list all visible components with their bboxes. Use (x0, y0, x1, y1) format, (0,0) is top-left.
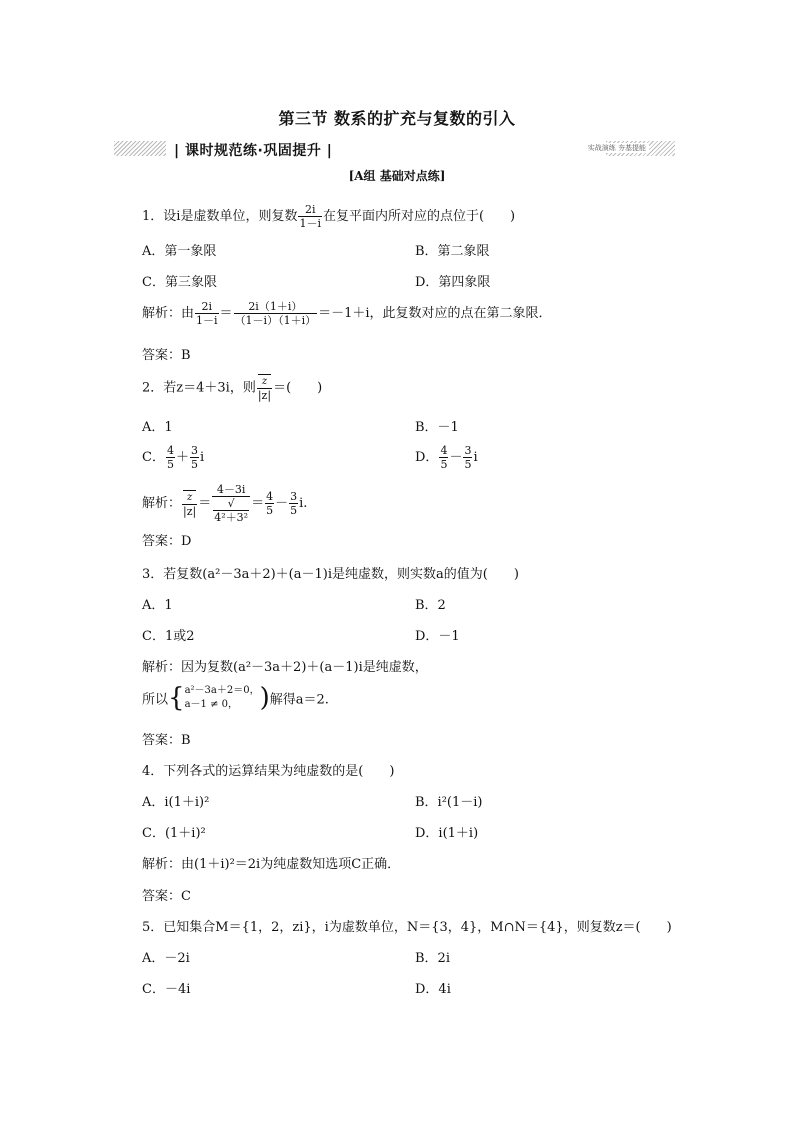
answer: 答案：C (142, 889, 191, 904)
question-2-stem: 2．若z＝4＋3i，则 $\frac{z}{|z|}$ ＝( ) (142, 376, 323, 402)
option-a: A．1 (142, 598, 173, 613)
option-c: C．－4i (142, 982, 191, 997)
question-5-stem: 5．已知集合M＝{1，2，zi}，i为虚数单位，N＝{3，4}，M∩N＝{4}，则复数z＝( ) (142, 920, 672, 935)
question-3-stem: 3．若复数(a²－3a＋2)＋(a－1)i是纯虚数，则实数a的值为( ) (142, 567, 519, 582)
option-d: D．4i (415, 982, 451, 997)
solution-system: 所以{ a²－3a＋2＝0， a－1 ≠ 0， )解得a＝2. (142, 683, 329, 713)
question-1-stem: 1．设i是虚数单位，则复数 $\frac{2i}{1-i}$ 在复平面内所对应的点位于( ) (142, 203, 516, 230)
solution: 解析：由(1＋i)²＝2i为纯虚数知选项C正确． (142, 857, 401, 872)
section-tag: 实战演练 夯基提能 (585, 143, 649, 153)
group-label: [A组 基础对点练] (348, 169, 446, 183)
option-b: B．第二象限 (415, 244, 490, 259)
section-banner: | 课时规范练·巩固提升 | 实战演练 夯基提能 (114, 141, 675, 156)
option-d: D．第四象限 (415, 275, 491, 290)
option-b: B．2 (415, 598, 446, 613)
option-c: C． $\frac{4}{5}$ ＋ $\frac{3}{5}$ i (142, 444, 205, 471)
option-b: B．i²(1－i) (415, 795, 483, 810)
option-d: D．－1 (415, 629, 460, 644)
question-4-stem: 4．下列各式的运算结果为纯虚数的是( ) (142, 764, 395, 779)
option-d: D． $\frac{4}{5}$ － $\frac{3}{5}$ i (415, 444, 478, 471)
option-b: B．2i (415, 951, 450, 966)
option-c: C．第三象限 (142, 275, 217, 290)
option-d: D．i(1＋i) (415, 826, 479, 841)
solution: 解析： $\frac{z}{|z|}$ ＝ 4－3i √ 4²＋3² ＝ $\frac{4}{5}$ － $\frac{3}{5}$ i. (142, 483, 308, 524)
section-label: 课时规范练·巩固提升 (185, 143, 322, 159)
option-c: C．(1＋i)² (142, 826, 206, 841)
answer: 答案：D (142, 534, 192, 549)
solution: 解析：由 $\frac{2i}{1-i}$ ＝ $\frac{2i(1+i)}{(1-i)(1+i)}$ ＝－1＋i，此复数对应的点在第二象限． (142, 300, 552, 327)
option-a: A．－2i (142, 951, 190, 966)
answer: 答案：B (142, 348, 191, 363)
page-title: 第三节 数系的扩充与复数的引入 (278, 109, 516, 128)
option-c: C．1或2 (142, 629, 195, 644)
option-a: A．第一象限 (142, 244, 217, 259)
fraction: $\frac{2i}{1-i}$ (299, 203, 321, 230)
option-b: B．－1 (415, 420, 459, 435)
option-a: A．1 (142, 420, 173, 435)
answer: 答案：B (142, 733, 191, 748)
option-a: A．i(1＋i)² (142, 795, 210, 810)
solution: 解析：因为复数(a²－3a＋2)＋(a－1)i是纯虚数， (142, 660, 428, 675)
